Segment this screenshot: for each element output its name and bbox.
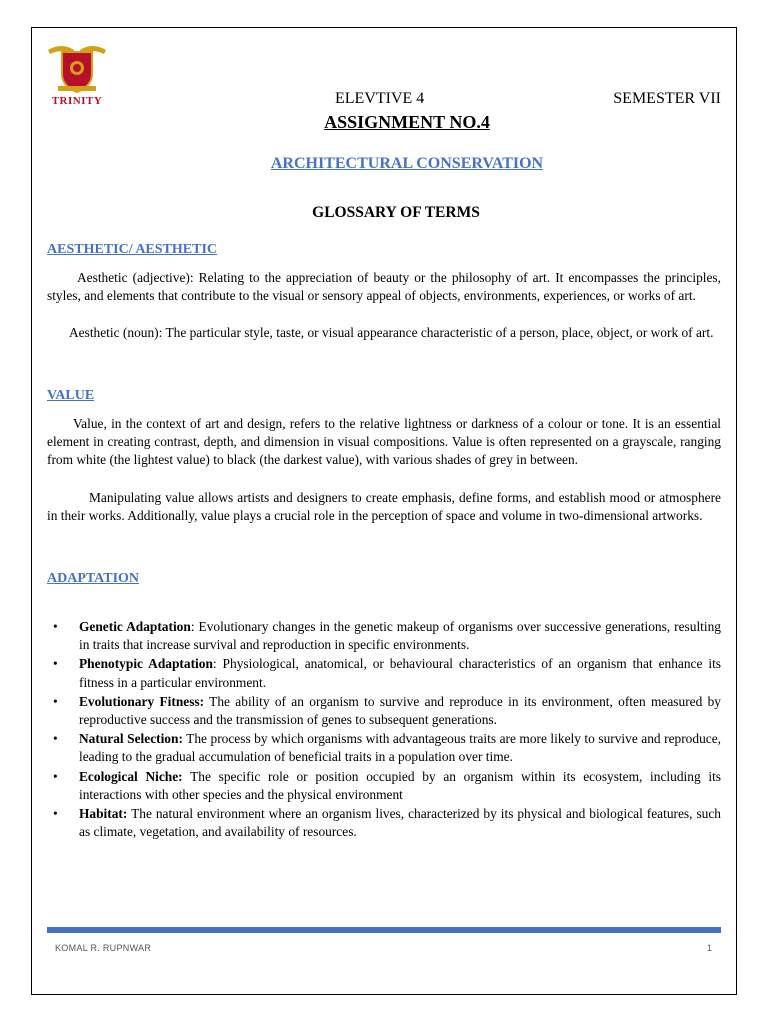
bullet-icon: • <box>53 768 58 784</box>
aesthetic-paragraph-2: Aesthetic (noun): The particular style, taste, or visual appearance characteristic of a person, place, object, or work of art. <box>69 325 714 340</box>
list-item <box>47 730 721 766</box>
term: Natural Selection: <box>79 731 183 747</box>
definition: The process by which organisms with advantageous traits are more likely to survive and reproduce, leading to the gradual accumulation of beneficial traits in a population over time. <box>79 731 721 765</box>
heading-aesthetic: AESTHETIC/ AESTHETIC <box>47 242 218 257</box>
heading-value: VALUE <box>47 388 95 403</box>
term: Ecological Niche: <box>79 768 183 784</box>
bullet-icon: • <box>53 693 58 709</box>
semester-label: SEMESTER VII <box>613 90 721 107</box>
subject-title-text: ARCHITECTURAL CONSERVATION <box>270 155 544 172</box>
definition: The specific role or position occupied by an organism within its ecosystem, including its interactions with other species and the physical environment <box>79 768 721 802</box>
logo-text: TRINITY <box>51 95 103 107</box>
assignment-title-text: ASSIGNMENT NO.4 <box>324 112 490 132</box>
list-item <box>47 768 721 804</box>
adaptation-list <box>47 618 721 842</box>
bullet-icon: • <box>53 656 58 672</box>
elective-label: ELEVTIVE 4 <box>335 90 425 107</box>
glossary-title-text: GLOSSARY OF TERMS <box>312 204 480 221</box>
term-separator: : <box>190 619 195 634</box>
term: Genetic Adaptation <box>79 619 191 634</box>
footer-author: KOMAL R. RUPNWAR <box>55 943 152 953</box>
value-paragraph-2: Manipulating value allows artists and designers to create emphasis, define forms, and establish mood or atmosphere in their works. Additionally, value plays a crucial role in the perception of space and volume in two-dimensional artworks. <box>47 490 721 524</box>
glossary-title <box>0 204 768 222</box>
footer-rule <box>47 927 721 933</box>
definition: The natural environment where an organism lives, characterized by its physical and biological features, such as climate, vegetation, and availability of resources. <box>79 806 721 840</box>
term-separator: : <box>212 656 217 672</box>
definition: The ability of an organism to survive and reproduce in its environment, often measured by reproductive success and the transmission of genes to subsequent generations. <box>79 693 721 728</box>
list-item <box>47 693 721 729</box>
assignment-title <box>0 112 768 133</box>
definition: Evolutionary changes in the genetic makeup of organisms over successive generations, resulting in traits that increase survival and reproduction in specific environments. <box>79 619 721 653</box>
list-item <box>47 618 721 654</box>
bullet-icon: • <box>53 619 58 634</box>
list-item <box>47 655 721 691</box>
subject-title <box>0 155 768 173</box>
term: Phenotypic Adaptation <box>79 656 213 672</box>
term: Evolutionary Fitness: <box>79 693 205 709</box>
term: Habitat: <box>79 806 128 822</box>
footer-page-number: 1 <box>706 943 712 953</box>
heading-adaptation: ADAPTATION <box>47 571 140 586</box>
value-paragraph-1: Value, in the context of art and design, refers to the relative lightness or darkness of a colour or tone. It is an essential element in creating contrast, depth, and dimension in visual compositions. Value is often represented on a grayscale, ranging from white (the lightest value) to black (the darkest value), with various shades of grey in between. <box>47 416 721 468</box>
list-item <box>47 805 721 841</box>
definition: Physiological, anatomical, or behavioural characteristics of an organism that enhance its fitness in a particular environment. <box>79 656 721 690</box>
aesthetic-paragraph-1: Aesthetic (adjective): Relating to the appreciation of beauty or the philosophy of art. It encompasses the principles, styles, and elements that contribute to the visual or sensory appeal of objects, environments, experiences, or works of art. <box>47 270 721 304</box>
bullet-icon: • <box>53 731 58 747</box>
bullet-icon: • <box>53 806 58 822</box>
